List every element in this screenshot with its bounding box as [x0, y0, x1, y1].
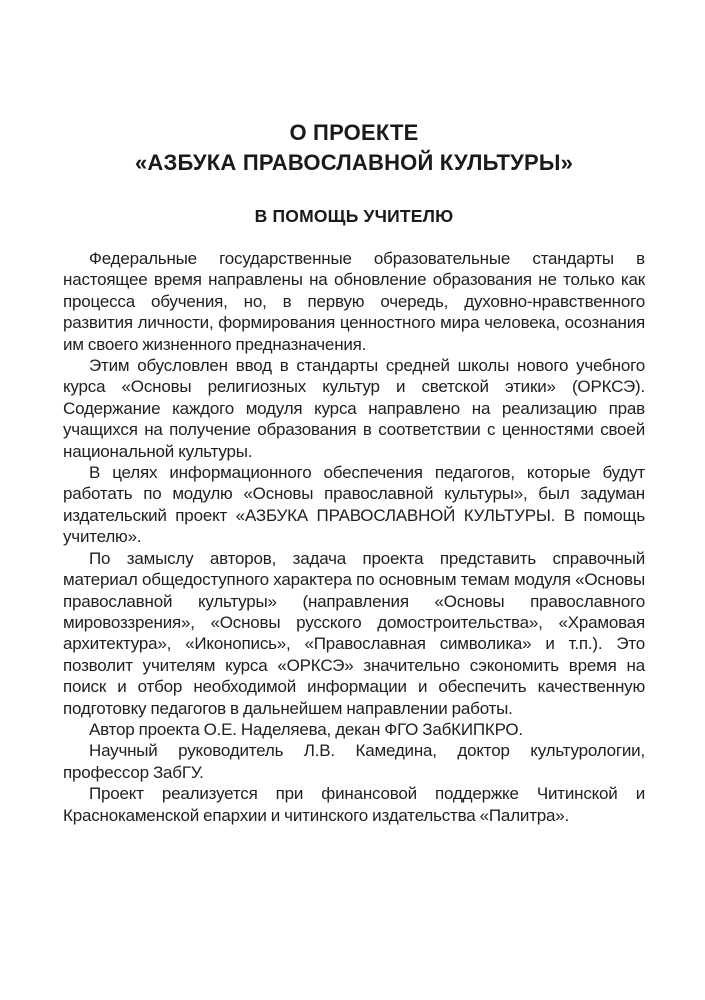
paragraph-orkse-course: Этим обусловлен ввод в стандарты средней школы нового учебного курса «Основы религиозных культур и светской этики» (ОРКСЭ). Содержание каждого модуля курса направлено на реализацию прав учащихся на получение образования в соответствии с ценностями своей национальной культуры. [63, 356, 645, 461]
paragraph-project-concept: По замыслу авторов, задача проекта представить справочный материал общедоступного характера по основным темам модуля «Основы православной культуры» (направления «Основы православного мировоззрения», «Основы русского домостроительства», «Храмовая архитектура», «Иконопись», «Православная символика» и т.п.). Это позволит учителям курса «ОРКСЭ» значительно сэкономить время на поиск и отбор необходимой информации и обеспечить качественную подготовку педагогов в дальнейшем направлении работы. [63, 548, 645, 718]
title-line-2: «АЗБУКА ПРАВОСЛАВНОЙ КУЛЬТУРЫ» [134, 150, 574, 175]
paragraph-intro-standards: Федеральные государственные образовательные стандарты в настоящее время направлены на обновление образования не только как процесса обучения, но, в первую очередь, духовно-нравственного развития личности, формирования ценностного мира человека, осознания им своего жизненного предназначения. [63, 249, 645, 354]
paragraph-financial-support: Проект реализуется при финансовой поддержке Читинской и Краснокаменской епархии и читинского издательства «Палитра». [63, 784, 645, 825]
body-text [63, 248, 645, 826]
title-line-1: О ПРОЕКТЕ [289, 120, 419, 145]
paragraph-project-purpose: В целях информационного обеспечения педагогов, которые будут работать по модулю «Основы православной культуры», был задуман издательский проект «АЗБУКА ПРАВОСЛАВНОЙ КУЛЬТУРЫ. В помощь учителю». [63, 463, 645, 547]
page-subtitle: В ПОМОЩЬ УЧИТЕЛЮ [254, 206, 454, 226]
paragraph-scientific-director: Научный руководитель Л.В. Камедина, доктор культурологии, профессор ЗабГУ. [63, 741, 645, 782]
paragraph-project-author: Автор проекта О.Е. Наделяева, декан ФГО ЗабКИПКРО. [89, 719, 523, 739]
page-title [63, 118, 645, 178]
